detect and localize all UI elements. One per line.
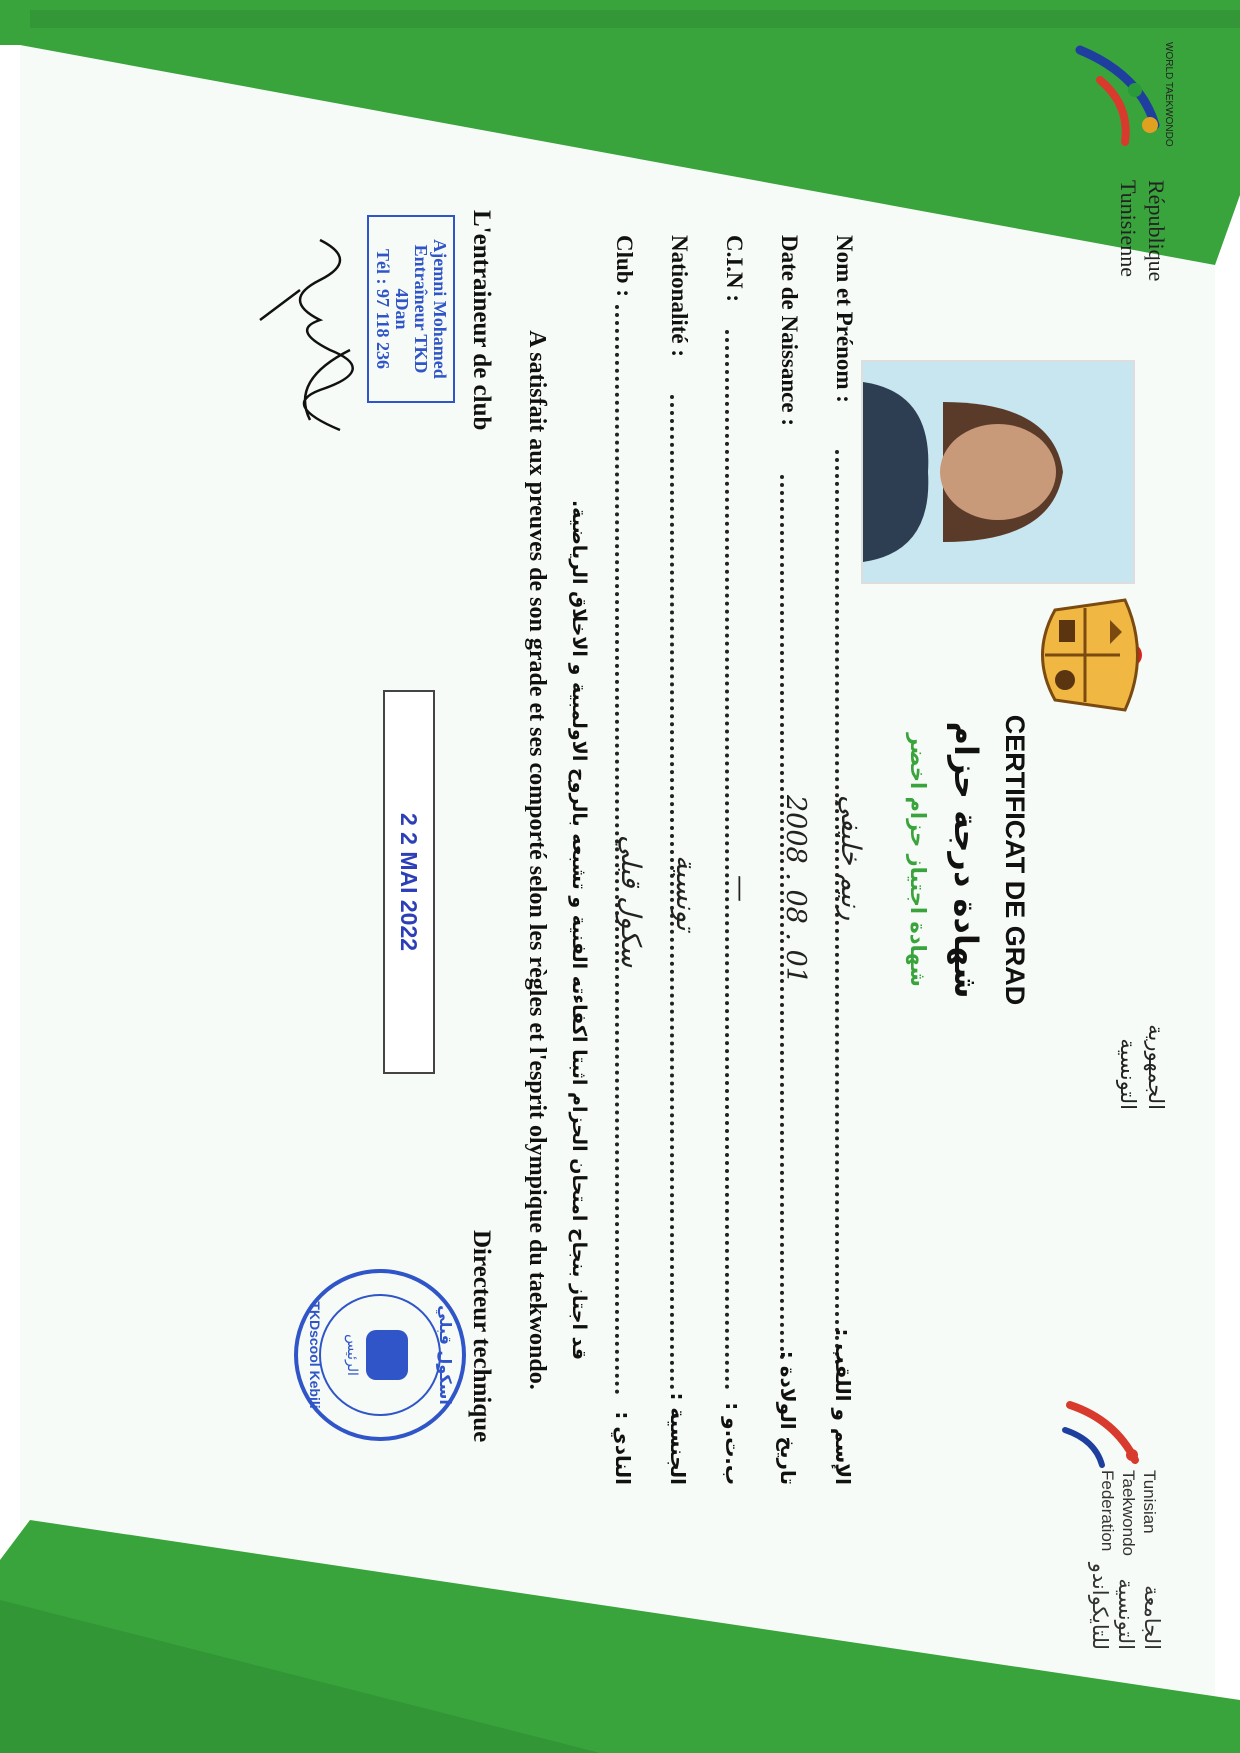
federation-ar-line-3: للتايكواندو bbox=[1088, 1562, 1112, 1650]
subtitle-ar: شهادة اجتياز حزام اخضر bbox=[906, 733, 930, 987]
signature-title-director: Directeur technique bbox=[468, 1230, 495, 1443]
field-label-ar: الإسم و اللقب : bbox=[831, 1328, 855, 1485]
federation-en bbox=[1097, 1470, 1160, 1555]
field-value-name: رنيم خليفي bbox=[835, 795, 866, 921]
student-photo bbox=[861, 360, 1135, 584]
field-label-ar: ب.ت.و : bbox=[721, 1402, 745, 1485]
federation-block bbox=[1030, 1395, 1180, 1650]
republic-ar-line-1: الجمهورية bbox=[1144, 1024, 1168, 1110]
field-value-club: سكول قبلي bbox=[615, 835, 646, 968]
field-label-fr: Club : bbox=[612, 235, 637, 297]
field-row-birthdate bbox=[770, 235, 810, 1485]
statement-fr: A satisfait aux preuves de son grade et ses comporté selon les règles et l'esprit olympique du taekwondo. bbox=[524, 330, 550, 1390]
coach-stamp-line: 4Dan bbox=[392, 288, 412, 330]
fist-icon bbox=[366, 1330, 408, 1380]
field-value-nationality: تونسية bbox=[670, 855, 701, 931]
coach-stamp bbox=[367, 215, 455, 403]
field-label-fr: Date de Naissance : bbox=[777, 235, 802, 426]
field-row-nationality bbox=[660, 235, 700, 1485]
field-label-fr: Nom et Prénom : bbox=[832, 235, 857, 403]
title-fr: CERTIFICAT DE GRAD bbox=[1000, 714, 1030, 1006]
field-label-fr: Nationalité : bbox=[667, 235, 692, 358]
republic-ar bbox=[1114, 940, 1170, 1110]
field-row-name bbox=[825, 235, 865, 1485]
coach-stamp-line: Entraîneur TKD bbox=[411, 244, 431, 374]
club-stamp-center-text: الرئيس bbox=[344, 1334, 360, 1376]
world-taekwondo-logo-icon bbox=[1065, 30, 1180, 160]
title-ar: شهادة درجة حزام bbox=[947, 721, 985, 999]
federation-ar bbox=[1087, 1550, 1165, 1650]
field-row-cin bbox=[715, 235, 755, 1485]
republic-fr bbox=[1114, 180, 1170, 350]
field-label-ar: تاريخ الولادة : bbox=[776, 1350, 800, 1485]
federation-logo-icon bbox=[1060, 1395, 1150, 1470]
federation-en-line-2: Taekwondo bbox=[1119, 1470, 1138, 1557]
signature-title-coach: L'entraineur de club bbox=[468, 210, 495, 431]
tunisia-coat-of-arms-icon bbox=[1030, 580, 1170, 730]
coach-signature-icon bbox=[240, 230, 380, 450]
coach-stamp-line: Ajemni Mohamed bbox=[430, 239, 450, 379]
republic-fr-line-2: Tunisienne bbox=[1116, 180, 1141, 277]
field-label-ar: الجنسية : bbox=[666, 1392, 690, 1485]
republic-fr-line-1: République bbox=[1144, 180, 1169, 282]
coach-stamp-line: Tél : 97 118 236 bbox=[373, 249, 393, 369]
field-label-ar: النادي : bbox=[611, 1411, 635, 1485]
federation-ar-line-1: الجامعة bbox=[1140, 1585, 1164, 1650]
field-label-fr: C.I.N : bbox=[722, 235, 747, 303]
field-value-birthdate: 2008 . 08 . 01 bbox=[780, 795, 811, 984]
club-stamp bbox=[290, 1265, 470, 1445]
field-value-cin: — bbox=[725, 875, 756, 902]
federation-ar-line-2: التونسية bbox=[1114, 1578, 1138, 1650]
club-stamp-top-text: اسكول قبلي bbox=[436, 1305, 455, 1405]
wt-logo-text: WORLD TAEKWONDO bbox=[1163, 42, 1174, 147]
club-stamp-bottom-text: TKDscool Kebili bbox=[307, 1301, 323, 1409]
certificate-body bbox=[0, 20, 1200, 1680]
federation-en-line-3: Federation bbox=[1098, 1470, 1117, 1552]
republic-ar-line-2: التونسية bbox=[1116, 1038, 1140, 1110]
date-stamp: 2 2 MAI 2022 bbox=[383, 690, 435, 1074]
federation-en-line-1: Tunisian bbox=[1140, 1470, 1159, 1534]
field-row-club bbox=[605, 235, 645, 1485]
statement-ar: قد اجتاز بنجاح امتحان الحزام اثبتا اكفاءته الفنية و تشبعه بالروح الاولمبية و الاخلاق الرياضية. bbox=[568, 499, 590, 1361]
